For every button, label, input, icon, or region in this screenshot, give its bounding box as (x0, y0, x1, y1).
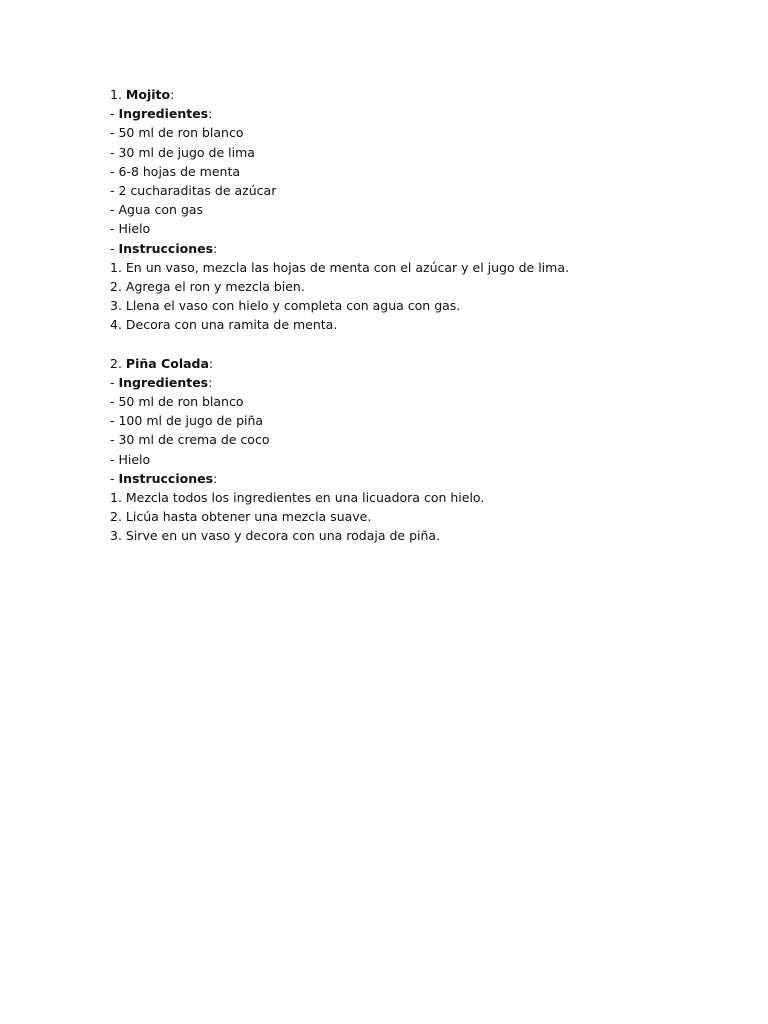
ingredient-text: 6-8 hojas de menta (118, 163, 241, 179)
recipe-name: Mojito (125, 87, 171, 102)
section-spacer (110, 334, 710, 353)
ingredient-text: Hielo (118, 451, 151, 467)
ingredient-text: 30 ml de jugo de lima (118, 144, 255, 160)
ingredient-item: - 6-8 hojas de menta (110, 163, 241, 179)
ingredient-text: 100 ml de jugo de piña (118, 413, 264, 429)
ingredient-text: 30 ml de crema de coco (118, 432, 270, 448)
recipe-name: Piña Colada (125, 355, 209, 371)
instructions-heading-label: Instrucciones (118, 470, 214, 486)
ingredients-heading: - Ingredientes: (110, 106, 213, 122)
document-page (110, 85, 710, 546)
ingredients-heading-label: Ingredientes (118, 106, 209, 122)
ingredient-item: - 30 ml de jugo de lima (110, 144, 255, 160)
ingredients-heading-label: Ingredientes (118, 374, 209, 390)
recipe-number: 2. (110, 355, 122, 371)
ingredient-text: Hielo (118, 221, 151, 237)
recipe-title: 2. Piña Colada: (110, 355, 214, 371)
instruction-step: 3. Llena el vaso con hielo y completa con agua con gas. (110, 298, 461, 314)
instructions-heading: - Instrucciones: (110, 470, 218, 486)
ingredients-heading: - Ingredientes: (110, 374, 213, 390)
instruction-step: 2. Agrega el ron y mezcla bien. (110, 278, 305, 294)
ingredient-item: - 50 ml de ron blanco (110, 394, 244, 409)
recipe-title: 1. Mojito: (110, 87, 175, 102)
instructions-heading: - Instrucciones: (110, 240, 218, 256)
ingredient-item: - 50 ml de ron blanco (110, 125, 244, 141)
ingredient-text: 2 cucharaditas de azúcar (118, 182, 277, 198)
ingredient-item: - 2 cucharaditas de azúcar (110, 182, 277, 198)
ingredient-text: 50 ml de ron blanco (118, 125, 244, 141)
ingredient-item: - Hielo (110, 451, 151, 467)
recipe-mojito (110, 85, 710, 334)
instruction-step: 1. En un vaso, mezcla las hojas de menta con el azúcar y el jugo de lima. (110, 259, 569, 275)
recipe-pina-colada (110, 354, 710, 546)
instruction-step: 2. Licúa hasta obtener una mezcla suave. (110, 509, 372, 525)
instruction-step: 1. Mezcla todos los ingredientes en una licuadora con hielo. (110, 489, 485, 505)
ingredient-item: - Agua con gas (110, 202, 204, 218)
instruction-step: 4. Decora con una ramita de menta. (110, 317, 338, 333)
ingredient-item: - 30 ml de crema de coco (110, 432, 270, 448)
ingredient-item: - 100 ml de jugo de piña (110, 413, 264, 429)
ingredient-item: - Hielo (110, 221, 151, 237)
recipe-number: 1. (110, 87, 122, 102)
ingredient-text: 50 ml de ron blanco (118, 394, 244, 409)
instruction-step: 3. Sirve en un vaso y decora con una rodaja de piña. (110, 528, 441, 544)
ingredient-text: Agua con gas (118, 202, 204, 218)
instructions-heading-label: Instrucciones (118, 240, 214, 256)
